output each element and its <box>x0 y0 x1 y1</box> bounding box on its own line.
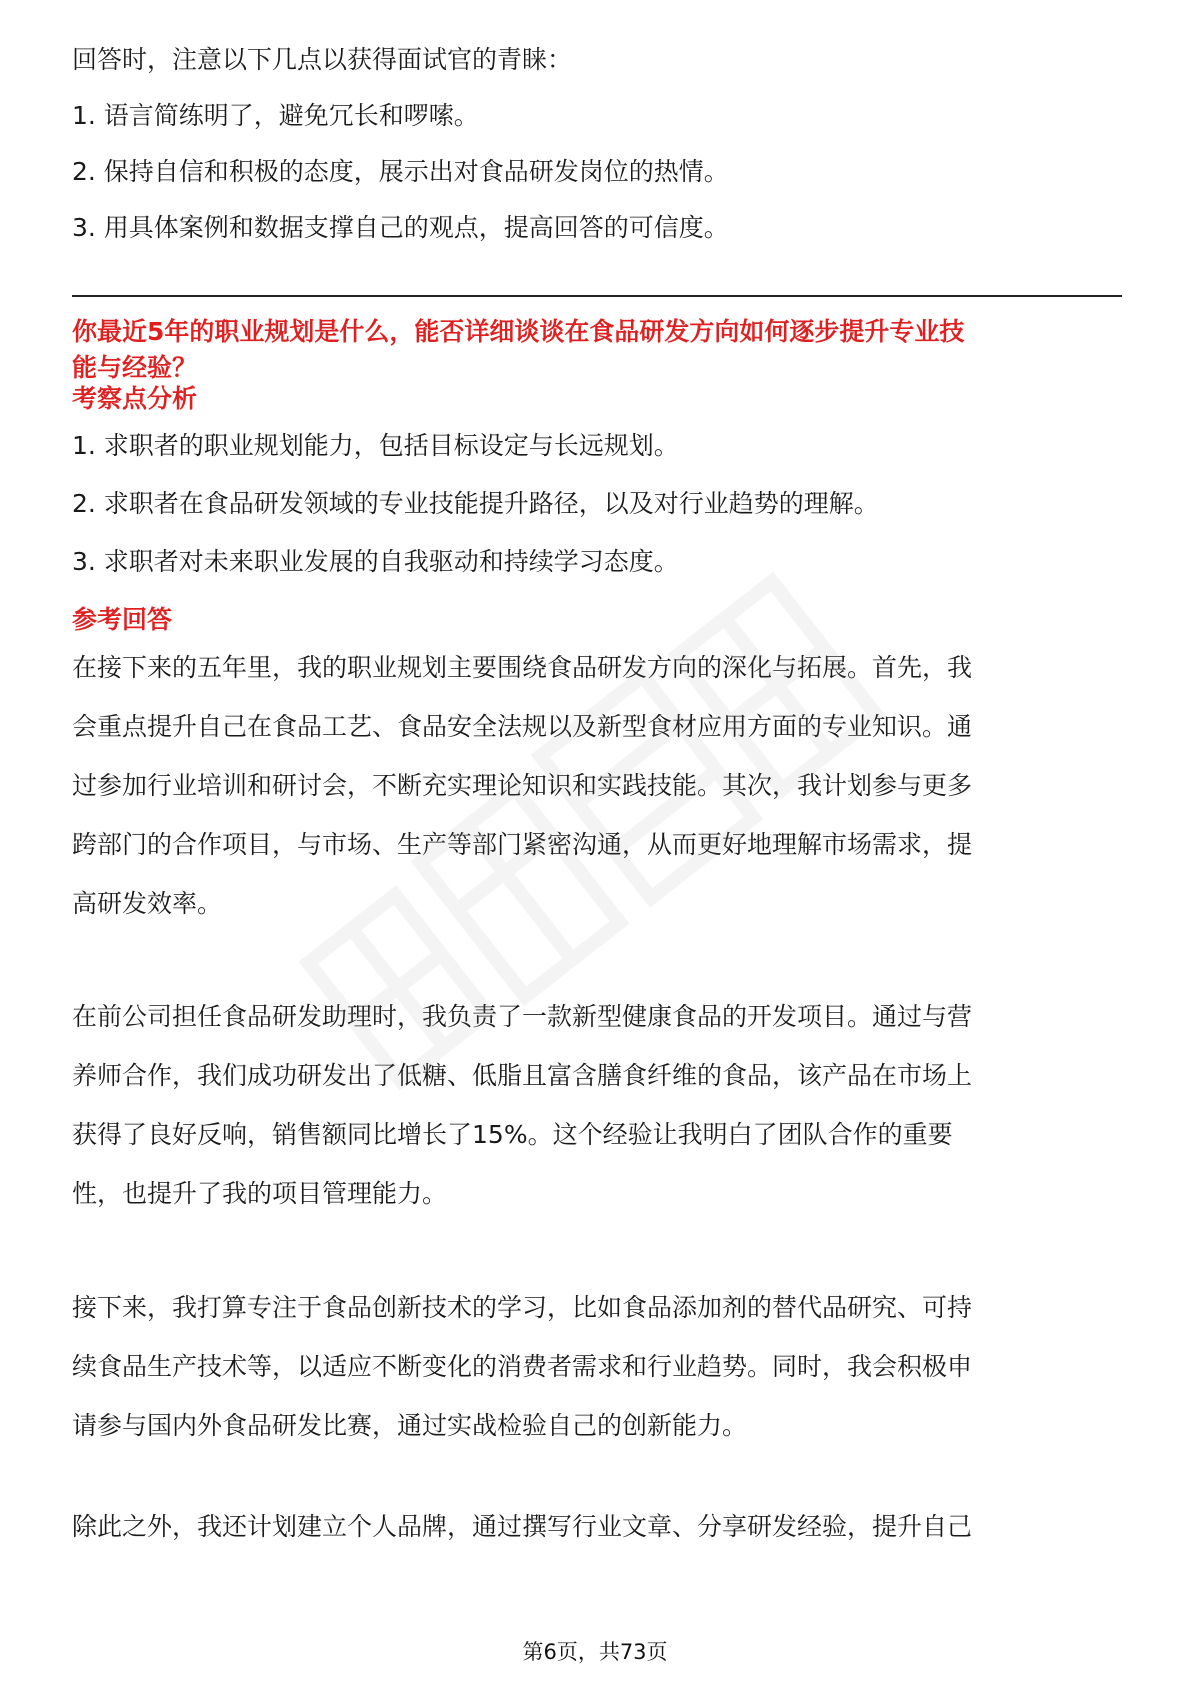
answer-line: 在前公司担任食品研发助理时，我负责了一款新型健康食品的开发项目。通过与营 <box>72 1002 973 1031</box>
answer-line: 请参与国内外食品研发比赛，通过实战检验自己的创新能力。 <box>72 1411 748 1440</box>
answer-line: 续食品生产技术等，以适应不断变化的消费者需求和行业趋势。同时，我会积极申 <box>72 1352 973 1381</box>
answer-line: 获得了良好反响，销售额同比增长了15%。这个经验让我明白了团队合作的重要 <box>72 1120 953 1149</box>
reference-paragraph-1 <box>72 638 1122 933</box>
question-title-line-1: 你最近5年的职业规划是什么，能否详细谈谈在食品研发方向如何逐步提升专业技 <box>72 317 965 346</box>
page-number: 第6页，共73页 <box>522 1640 668 1664</box>
question-title-line-2: 能与经验？ <box>72 353 198 382</box>
answer-line: 过参加行业培训和研讨会，不断充实理论知识和实践技能。其次，我计划参与更多 <box>72 771 973 800</box>
intro-tip-1: 1. 语言简练明了，避免冗长和啰嗦。 <box>72 101 479 130</box>
answer-line: 性，也提升了我的项目管理能力。 <box>72 1179 448 1208</box>
analysis-points <box>72 426 1122 600</box>
answer-line: 跨部门的合作项目，与市场、生产等部门紧密沟通，从而更好地理解市场需求，提 <box>72 830 973 859</box>
answer-line: 在接下来的五年里，我的职业规划主要围绕食品研发方向的深化与拓展。首先，我 <box>72 653 973 682</box>
intro-block <box>72 40 1122 248</box>
intro-heading: 回答时，注意以下几点以获得面试官的青睐： <box>72 45 573 74</box>
answer-line: 除此之外，我还计划建立个人品牌，通过撰写行业文章、分享研发经验，提升自己 <box>72 1512 973 1541</box>
reference-paragraph-2 <box>72 987 1122 1223</box>
section-divider <box>72 295 1122 297</box>
intro-tip-2: 2. 保持自信和积极的态度，展示出对食品研发岗位的热情。 <box>72 157 729 186</box>
answer-line: 养师合作，我们成功研发出了低糖、低脂且富含膳食纤维的食品，该产品在市场上 <box>72 1061 973 1090</box>
analysis-point-2: 2. 求职者在食品研发领域的专业技能提升路径，以及对行业趋势的理解。 <box>72 489 879 518</box>
analysis-point-1: 1. 求职者的职业规划能力，包括目标设定与长远规划。 <box>72 431 679 460</box>
analysis-heading: 考察点分析 <box>72 384 198 413</box>
reference-paragraph-3 <box>72 1278 1122 1455</box>
answer-line: 会重点提升自己在食品工艺、食品安全法规以及新型食材应用方面的专业知识。通 <box>72 712 973 741</box>
question-title <box>72 314 1122 386</box>
reference-heading: 参考回答 <box>72 605 173 634</box>
answer-line: 高研发效率。 <box>72 889 223 918</box>
analysis-point-3: 3. 求职者对未来职业发展的自我驱动和持续学习态度。 <box>72 547 679 576</box>
reference-paragraph-4 <box>72 1497 1122 1556</box>
intro-tip-3: 3. 用具体案例和数据支撑自己的观点，提高回答的可信度。 <box>72 213 729 242</box>
answer-line: 接下来，我打算专注于食品创新技术的学习，比如食品添加剂的替代品研究、可持 <box>72 1293 973 1322</box>
